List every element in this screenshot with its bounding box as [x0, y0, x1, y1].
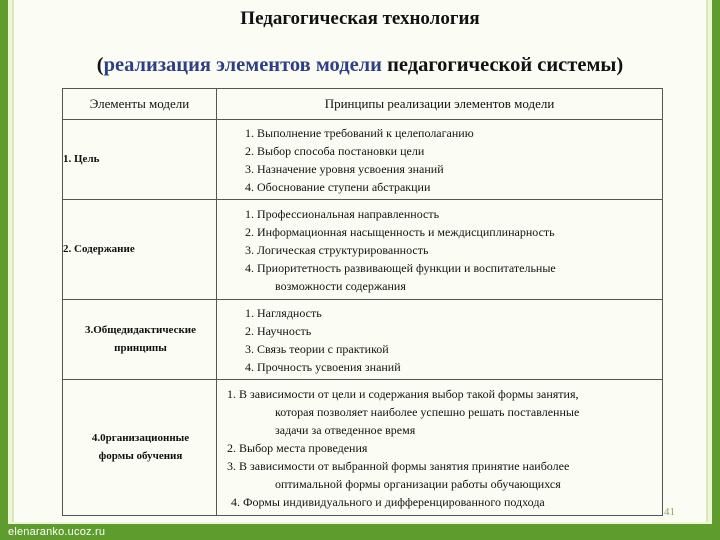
element-organizational-forms [63, 380, 217, 516]
list-item: которая позволяет наиболее успешно решать поставленные [275, 404, 580, 419]
principles-cell [217, 120, 663, 200]
header-elements: Элементы модели [63, 89, 217, 120]
list-item: 4. Приоритетность развивающей функции и воспитательные [245, 260, 556, 275]
site-watermark: elenaranko.ucoz.ru [8, 526, 106, 538]
element-goal: 1. Цель [63, 120, 217, 200]
element-didactic-principles [63, 300, 217, 380]
list-item: 1. Наглядность [245, 305, 322, 320]
element-content: 2. Содержание [63, 200, 217, 300]
list-item: 4. Формы индивидуального и дифференцированного подхода [231, 494, 545, 509]
principles-cell [217, 380, 663, 516]
element-label-line: 3.Общедидактические [84, 324, 197, 337]
list-item: 2. Выбор места проведения [227, 440, 368, 455]
list-item: 4. Обоснование ступени абстракции [245, 179, 431, 194]
page-number: 41 [664, 506, 675, 518]
table-header-row [63, 89, 663, 120]
principles-cell [217, 300, 663, 380]
principles-table [62, 88, 663, 516]
subtitle-open-paren: ( [96, 54, 104, 76]
principles-cell [217, 200, 663, 300]
element-label-line: формы обучения [98, 449, 183, 462]
list-item: 2. Выбор способа постановки цели [245, 143, 425, 158]
list-item: 3. Назначение уровня усвоения знаний [245, 161, 444, 176]
slide-subtitle [0, 54, 720, 77]
list-item: задачи за отведенное время [275, 422, 416, 437]
list-item: оптимальной формы организации работы обучающихся [275, 476, 561, 491]
list-item: 2. Информационная насыщенность и междисциплинарность [245, 224, 555, 239]
list-item: 3. В зависимости от выбранной формы занятия принятие наиболее [227, 458, 570, 473]
list-item: возможности содержания [275, 278, 406, 293]
table-row [63, 200, 663, 300]
list-item: 1. Выполнение требований к целеполаганию [245, 125, 474, 140]
list-item: 1. Профессиональная направленность [245, 206, 440, 221]
subtitle-rest: педагогической системы) [381, 54, 624, 76]
header-principles: Принципы реализации элементов модели [217, 89, 663, 120]
list-item: 3. Связь теории с практикой [245, 341, 389, 356]
list-item: 1. В зависимости от цели и содержания выбор такой формы занятия, [227, 386, 579, 401]
list-item: 2. Научность [245, 323, 312, 338]
element-label-line: 4.0рганизационные [91, 432, 190, 445]
subtitle-accent: реализация элементов модели [103, 54, 382, 76]
list-item: 3. Логическая структурированность [245, 242, 429, 257]
element-label-line: принципы [114, 341, 167, 354]
list-item: 4. Прочность усвоения знаний [245, 359, 401, 374]
table-row [63, 380, 663, 516]
slide-title: Педагогическая технология [240, 8, 480, 29]
table-row [63, 120, 663, 200]
table-row [63, 300, 663, 380]
